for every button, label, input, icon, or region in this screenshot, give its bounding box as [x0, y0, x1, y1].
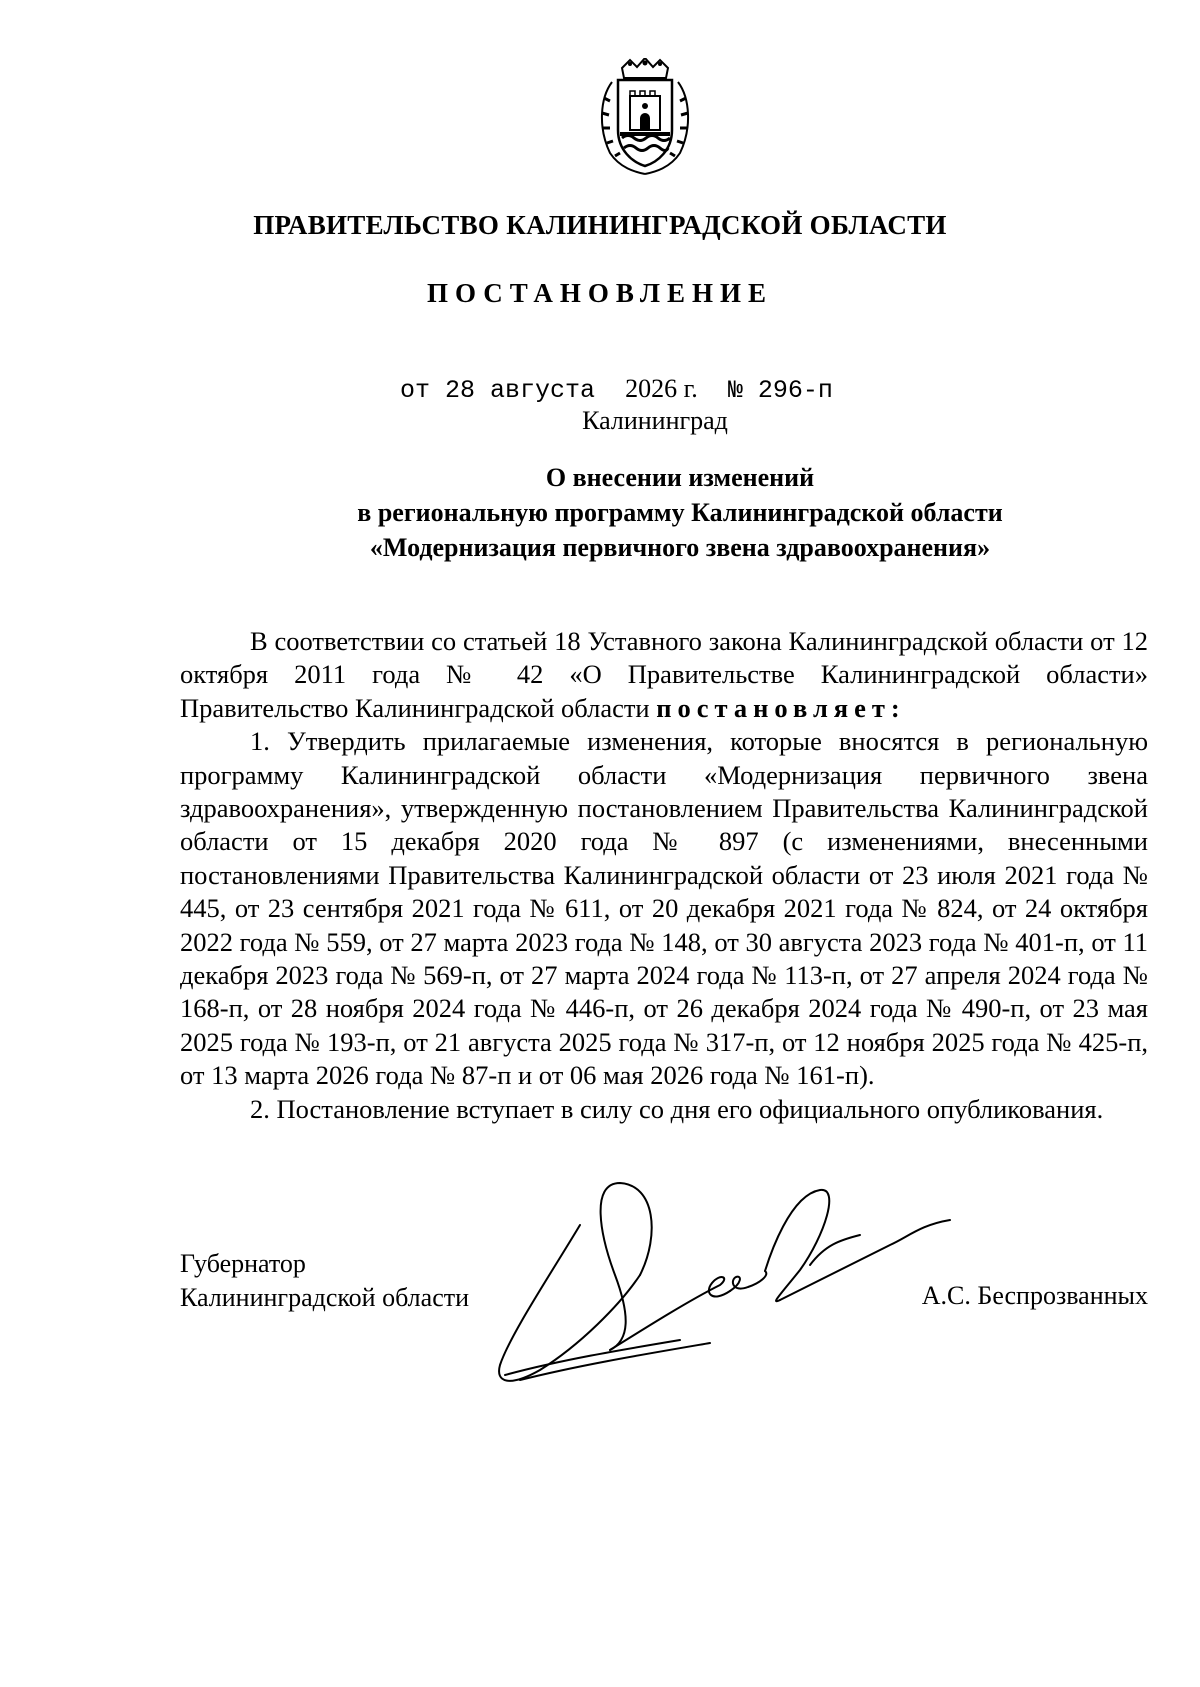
handwritten-signature — [480, 1165, 960, 1405]
item-2-paragraph: 2. Постановление вступает в силу со дня его официального опубликования. — [250, 1093, 1104, 1124]
signatory-position-line-2: Калининградской области — [180, 1283, 470, 1312]
signatory-position-line-1: Губернатор — [180, 1249, 306, 1278]
decree-city: Калининград — [582, 406, 728, 435]
document-type-title: ПОСТАНОВЛЕНИЕ — [426, 278, 774, 308]
decree-subject — [240, 460, 1120, 565]
decree-date: от 28 августа — [400, 376, 596, 405]
item-1-paragraph: 1. Утвердить прилагаемые изменения, которые вносятся в региональную программу Калининградской области «Модернизация первичного звена здравоохранения», утвержденную постановлением Правительства Калининградской области от 15 декабря 2020 года № 897 (с изменениями, внесенными постановлениями Правительства Калининградской области от 23 июля 2021 года № 445, от 23 сентября 2021 года № 611, от 20 декабря 2021 года № 824, от 24 октября 2022 года № 559, от 27 марта 2023 года № 148, от 30 августа 2023 года № 401-п, от 11 декабря 2023 года № 569-п, от 27 марта 2024 года № 113-п, от 27 апреля 2024 года № 168-п, от 28 ноября 2024 года № 446-п, от 26 декабря 2024 года № 490-п, от 23 мая 2025 года № 193-п, от 21 августа 2025 года № 317-п, от 12 ноября 2025 года № 425-п, от 13 марта 2026 года № 87-п и от 06 мая 2026 года № 161-п). — [180, 726, 1148, 1091]
preamble-paragraph — [180, 625, 1148, 725]
signatory-name: А.С. Беспрозванных — [921, 1281, 1148, 1310]
decree-number: № 296-п — [727, 376, 833, 405]
decree-year: 2026 г. — [625, 374, 698, 403]
decree-date-line — [400, 374, 833, 405]
subject-line-2: в региональную программу Калининградской области — [357, 498, 1003, 527]
signatory-position — [180, 1247, 469, 1315]
organization-title: ПРАВИТЕЛЬСТВО КАЛИНИНГРАДСКОЙ ОБЛАСТИ — [253, 210, 947, 240]
preamble-text: В соответствии со статьей 18 Уставного закона Калининградской области от 12 октября 2011 года № 42 «О Правительстве Калининградской области» Правительство Калининградской области — [180, 626, 1148, 723]
decree-word: постановляет: — [656, 692, 906, 723]
decree-body — [180, 625, 1148, 1126]
subject-line-3: «Модернизация первичного звена здравоохранения» — [369, 533, 991, 562]
subject-line-1: О внесении изменений — [545, 463, 815, 492]
coat-of-arms-icon — [590, 58, 700, 176]
